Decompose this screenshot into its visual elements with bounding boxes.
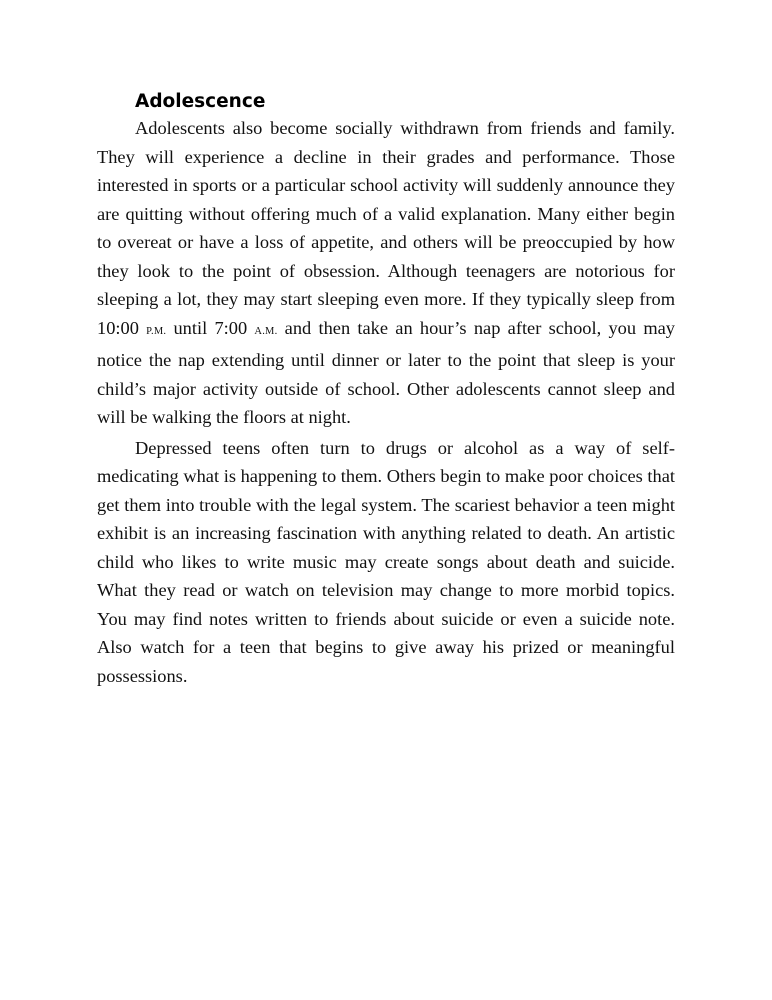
paragraph-1 [97,114,675,432]
section-heading: Adolescence [135,91,266,112]
paragraph-1-text-a: Adolescents also become socially withdrawn from friends and family. They will experience a decline in their grades and performance. Those interested in sports or a particular school activity will suddenly announce they are quitting without offering much of a valid explanation. Many either begin to overeat or have a loss of appetite, and others will be preoccupied by how they look to the point of obsession. Although teenagers are notorious for sleeping a lot, they may start sleeping even more. If they typically sleep from 10:00 [97,118,675,338]
document-page [97,90,675,690]
pm-abbreviation: P.M. [146,325,167,337]
paragraph-2: Depressed teens often turn to drugs or alcohol as a way of self-medicating what is happening to them. Others begin to make poor choices that get them into trouble with the legal system. The scariest behavior a teen might exhibit is an increasing fascination with anything related to death. An artistic child who likes to write music may create songs about death and suicide. What they read or watch on television may change to more morbid topics. You may find notes written to friends about suicide or even a suicide note. Also watch for a teen that begins to give away his prized or meaningful possessions. [97,437,675,686]
paragraph-1-text-c: and then take an hour’s nap after school, you may notice the nap extending until dinner or later to the point that sleep is your child’s major activity outside of school. Other adolescents cannot sleep and will be walking the floors at night. [97,317,675,427]
paragraph-1-text-b: until 7:00 [166,317,255,338]
am-abbreviation: A.M. [254,325,278,337]
